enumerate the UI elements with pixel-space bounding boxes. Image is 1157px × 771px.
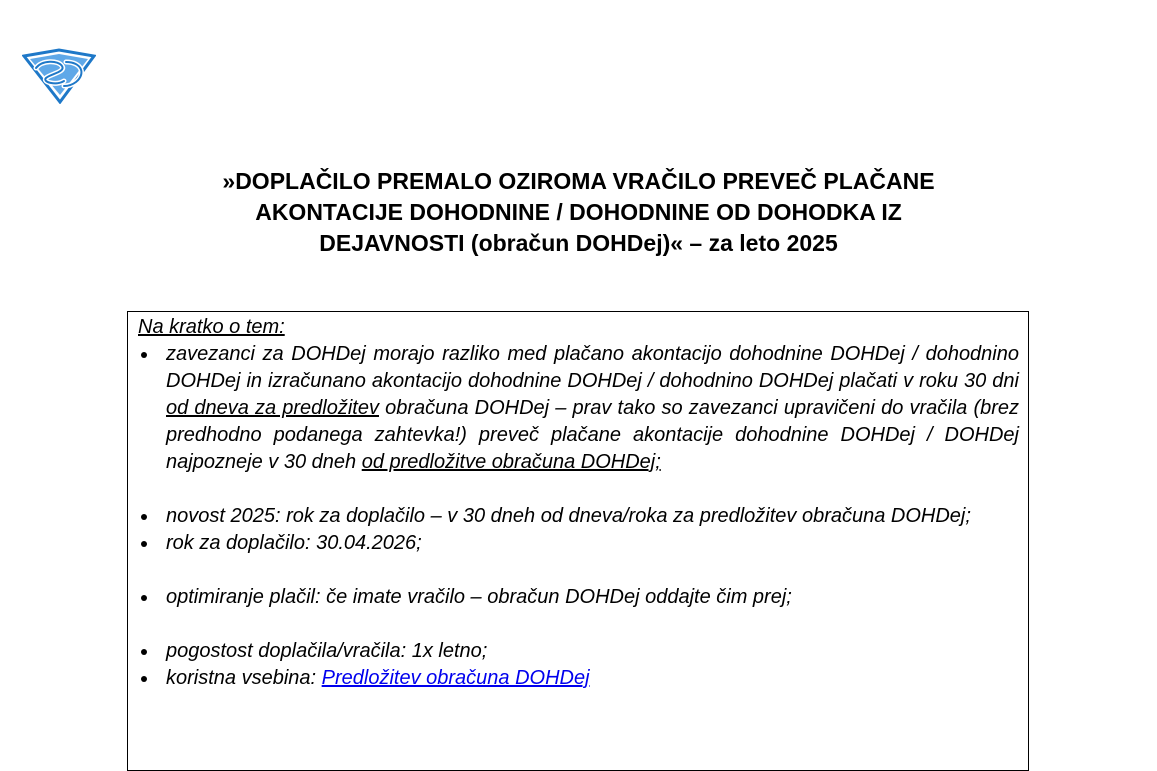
title-line-1: »DOPLAČILO PREMALO OZIROMA VRAČILO PREVEČ PLAČANE xyxy=(222,168,935,194)
company-logo-icon xyxy=(22,48,96,104)
summary-list xyxy=(138,341,1019,692)
company-logo xyxy=(22,48,96,104)
item1-underlined-b: od predložitve obračuna DOHDej; xyxy=(361,451,661,473)
item3-text: rok za doplačilo: 30.04.2026; xyxy=(166,532,422,554)
list-item xyxy=(138,341,1019,476)
list-item xyxy=(138,665,1019,692)
item6-label: koristna vsebina: xyxy=(166,667,322,689)
item2-text: novost 2025: rok za doplačilo – v 30 dneh od dneva/roka za predložitev obračuna DOHDej; xyxy=(166,505,971,527)
title-line-3: DEJAVNOSTI (obračun DOHDej)« – za leto 2025 xyxy=(319,230,838,256)
item4-text: optimiranje plačil: če imate vračilo – obračun DOHDej oddajte čim prej; xyxy=(166,586,792,608)
list-item xyxy=(138,503,1019,530)
item1-text-b: obračuna DOHDej – prav tako so zavezanci upravičeni do vračila (brez predhodno podanega zahtevka!) preveč plačane akontacije dohodnine DOHDej / DOHDej najpozneje v 30 dneh xyxy=(166,397,1020,473)
item1-text-a: zavezanci za DOHDej morajo razliko med plačano akontacijo dohodnine DOHDej / dohodnino DOHDej in izračunano akontacijo dohodnine DOHDej / dohodnino DOHDej plačati v roku 30 dni xyxy=(166,343,1019,392)
list-item xyxy=(138,584,1019,611)
predlozitev-obracuna-link[interactable]: Predložitev obračuna DOHDej xyxy=(321,667,590,689)
title-line-2: AKONTACIJE DOHODNINE / DOHODNINE OD DOHODKA IZ xyxy=(255,199,902,225)
document-title xyxy=(120,166,1037,259)
list-item xyxy=(138,530,1019,557)
item1-underlined-a: od dneva za predložitev xyxy=(166,397,379,419)
summary-box xyxy=(127,311,1029,771)
summary-heading: Na kratko o tem: xyxy=(138,316,285,338)
list-item xyxy=(138,638,1019,665)
item5-text: pogostost doplačila/vračila: 1x letno; xyxy=(166,640,488,662)
